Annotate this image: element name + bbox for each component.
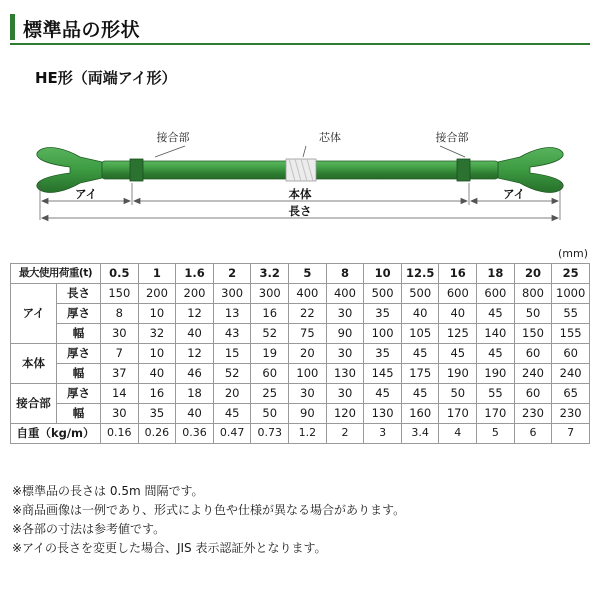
cell: 130 (364, 404, 402, 424)
cell: 140 (477, 324, 515, 344)
cell: 0.73 (251, 424, 289, 444)
cell: 0.26 (138, 424, 176, 444)
col-header: 18 (477, 264, 515, 284)
cell: 4 (439, 424, 477, 444)
cell: 7 (101, 344, 139, 364)
cell: 40 (176, 324, 214, 344)
cell: 800 (514, 284, 552, 304)
note-item: ※標準品の長さは 0.5m 間隔です。 (12, 484, 204, 498)
cell: 37 (101, 364, 139, 384)
group-label-joint: 接合部 (11, 384, 57, 424)
cell: 150 (514, 324, 552, 344)
group-label-eye: アイ (11, 284, 57, 344)
left-joint (130, 159, 143, 181)
spec-table-wrapper (10, 263, 590, 444)
section-subtitle: HE形（両端アイ形） (35, 69, 177, 87)
cell: 200 (176, 284, 214, 304)
cell: 50 (439, 384, 477, 404)
col-header: 12.5 (401, 264, 439, 284)
cell: 20 (289, 344, 327, 364)
row-label: 厚さ (57, 344, 101, 364)
cell: 240 (552, 364, 590, 384)
cell: 105 (401, 324, 439, 344)
col-header: 16 (439, 264, 477, 284)
cell: 46 (176, 364, 214, 384)
cell: 600 (477, 284, 515, 304)
note-item: ※商品画像は一例であり、形式により色や仕様が異なる場合があります。 (12, 503, 406, 517)
cell: 300 (251, 284, 289, 304)
cell: 32 (138, 324, 176, 344)
cell: 0.36 (176, 424, 214, 444)
cell: 30 (326, 384, 364, 404)
cell: 0.47 (213, 424, 251, 444)
cell: 240 (514, 364, 552, 384)
note-item: ※アイの長さを変更した場合、JIS 表示認証外となります。 (12, 541, 327, 555)
cell: 155 (552, 324, 590, 344)
label-joint-right: 接合部 (435, 131, 469, 144)
header-divider (10, 43, 590, 45)
cell: 55 (477, 384, 515, 404)
cell: 16 (138, 384, 176, 404)
cell: 13 (213, 304, 251, 324)
col-header: 10 (364, 264, 402, 284)
cell: 100 (289, 364, 327, 384)
table-corner-header: 最大使用荷重(t) (11, 264, 101, 284)
table-row (11, 344, 590, 364)
right-joint (457, 159, 470, 181)
table-row (11, 284, 590, 304)
cell: 90 (326, 324, 364, 344)
cell: 3 (364, 424, 402, 444)
cell: 15 (213, 344, 251, 364)
col-header: 20 (514, 264, 552, 284)
cell: 30 (101, 324, 139, 344)
table-row (11, 304, 590, 324)
cell: 50 (251, 404, 289, 424)
label-body: 本体 (288, 187, 312, 201)
col-header: 1 (138, 264, 176, 284)
col-header: 25 (552, 264, 590, 284)
cell: 120 (326, 404, 364, 424)
cell: 65 (552, 384, 590, 404)
unit-note: (mm) (557, 247, 588, 260)
cell: 40 (439, 304, 477, 324)
right-eye-loop (498, 148, 563, 193)
label-eye-right: アイ (503, 187, 525, 201)
cell: 0.16 (101, 424, 139, 444)
cell: 12 (176, 344, 214, 364)
cell: 19 (251, 344, 289, 364)
cell: 170 (477, 404, 515, 424)
row-label: 長さ (57, 284, 101, 304)
table-row (11, 364, 590, 384)
cell: 3.4 (401, 424, 439, 444)
cell: 20 (213, 384, 251, 404)
cell: 25 (251, 384, 289, 404)
col-header: 3.2 (251, 264, 289, 284)
cell: 40 (138, 364, 176, 384)
group-label-body: 本体 (11, 344, 57, 384)
cell: 90 (289, 404, 327, 424)
left-eye-loop (37, 148, 102, 193)
cell: 600 (439, 284, 477, 304)
cell: 45 (477, 344, 515, 364)
core-section (286, 159, 316, 181)
cell: 1000 (552, 284, 590, 304)
table-row (11, 384, 590, 404)
cell: 45 (213, 404, 251, 424)
cell: 30 (326, 344, 364, 364)
cell: 160 (401, 404, 439, 424)
cell: 150 (101, 284, 139, 304)
cell: 45 (401, 384, 439, 404)
cell: 10 (138, 304, 176, 324)
row-label: 厚さ (57, 384, 101, 404)
cell: 190 (439, 364, 477, 384)
cell: 6 (514, 424, 552, 444)
col-header: 1.6 (176, 264, 214, 284)
cell: 175 (401, 364, 439, 384)
cell: 45 (364, 384, 402, 404)
cell: 8 (101, 304, 139, 324)
cell: 145 (364, 364, 402, 384)
table-header-row (11, 264, 590, 284)
cell: 60 (514, 344, 552, 364)
cell: 30 (289, 384, 327, 404)
cell: 500 (364, 284, 402, 304)
cell: 230 (552, 404, 590, 424)
sling-diagram (10, 105, 590, 235)
cell: 2 (326, 424, 364, 444)
cell: 52 (213, 364, 251, 384)
row-label: 厚さ (57, 304, 101, 324)
cell: 130 (326, 364, 364, 384)
col-header: 2 (213, 264, 251, 284)
row-label-self-weight: 自重（kg/m） (11, 424, 101, 444)
cell: 16 (251, 304, 289, 324)
cell: 12 (176, 304, 214, 324)
cell: 7 (552, 424, 590, 444)
table-row (11, 404, 590, 424)
cell: 200 (138, 284, 176, 304)
cell: 170 (439, 404, 477, 424)
cell: 300 (213, 284, 251, 304)
cell: 60 (251, 364, 289, 384)
cell: 35 (364, 344, 402, 364)
cell: 190 (477, 364, 515, 384)
notes-list (12, 482, 588, 558)
cell: 10 (138, 344, 176, 364)
leader-lines (155, 146, 465, 157)
cell: 1.2 (289, 424, 327, 444)
spec-table (10, 263, 590, 444)
cell: 100 (364, 324, 402, 344)
col-header: 5 (289, 264, 327, 284)
label-core: 芯体 (319, 131, 341, 144)
label-eye-left: アイ (75, 187, 97, 201)
cell: 40 (401, 304, 439, 324)
cell: 5 (477, 424, 515, 444)
header-accent-bar (10, 14, 15, 40)
cell: 52 (251, 324, 289, 344)
col-header: 0.5 (101, 264, 139, 284)
cell: 43 (213, 324, 251, 344)
cell: 55 (552, 304, 590, 324)
cell: 45 (477, 304, 515, 324)
cell: 45 (401, 344, 439, 364)
cell: 45 (439, 344, 477, 364)
cell: 18 (176, 384, 214, 404)
note-item: ※各部の寸法は参考値です。 (12, 522, 166, 536)
label-joint-left: 接合部 (156, 131, 190, 144)
label-total-length: 長さ (288, 204, 312, 218)
cell: 230 (514, 404, 552, 424)
table-row (11, 424, 590, 444)
cell: 30 (101, 404, 139, 424)
cell: 35 (364, 304, 402, 324)
cell: 500 (401, 284, 439, 304)
table-row (11, 324, 590, 344)
cell: 35 (138, 404, 176, 424)
col-header: 8 (326, 264, 364, 284)
page-title: 標準品の形状 (23, 19, 141, 41)
row-label: 幅 (57, 364, 101, 384)
cell: 75 (289, 324, 327, 344)
row-label: 幅 (57, 324, 101, 344)
cell: 50 (514, 304, 552, 324)
cell: 400 (326, 284, 364, 304)
cell: 125 (439, 324, 477, 344)
cell: 22 (289, 304, 327, 324)
cell: 60 (514, 384, 552, 404)
cell: 60 (552, 344, 590, 364)
cell: 400 (289, 284, 327, 304)
cell: 30 (326, 304, 364, 324)
page-header (10, 14, 590, 44)
cell: 40 (176, 404, 214, 424)
cell: 14 (101, 384, 139, 404)
row-label: 幅 (57, 404, 101, 424)
